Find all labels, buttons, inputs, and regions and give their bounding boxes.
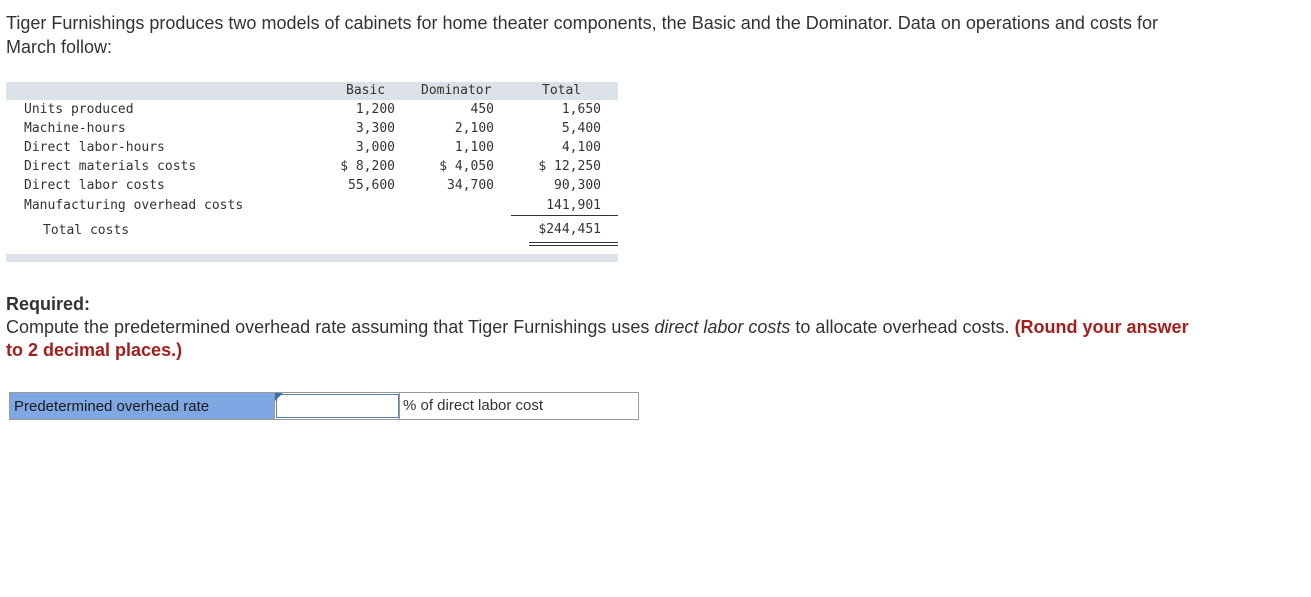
rounding-note: (Round your answer to 2 decimal places.): [6, 317, 1189, 360]
cell-dominator: 2,100: [454, 121, 494, 136]
row-label-direct-labor-hours: Direct labor-hours: [24, 140, 165, 155]
input-marker-icon: [275, 393, 283, 401]
cell-total: 141,901: [546, 198, 601, 213]
row-label-total-costs: Total costs: [43, 223, 130, 238]
instruction-emphasis: direct labor costs: [654, 317, 791, 337]
row-label-machine-hours: Machine-hours: [24, 121, 126, 136]
header-dominator: Dominator: [421, 83, 492, 98]
instruction-text-after: to allocate overhead costs.: [790, 317, 1015, 337]
header-basic: Basic: [346, 83, 386, 98]
table-footer-band: [6, 254, 618, 262]
problem-intro: Tiger Furnishings produces two models of cabinets for home theater components, the Basic and the Dominator. Data on operations and costs for March follow:: [6, 13, 1158, 57]
cell-basic: 3,300: [355, 121, 395, 136]
answer-row: [9, 392, 639, 420]
cell-basic: 1,200: [355, 102, 395, 117]
subtotal-rule: [511, 215, 618, 216]
header-total: Total: [542, 83, 582, 98]
cell-dominator: 34,700: [447, 178, 494, 193]
answer-input-wrapper: [275, 393, 400, 419]
cell-dominator: 1,100: [454, 140, 494, 155]
double-underline-bottom: [529, 245, 618, 246]
cell-dominator: 450: [470, 102, 494, 117]
answer-unit: % of direct labor cost: [403, 397, 544, 414]
row-label-manufacturing-overhead-costs: Manufacturing overhead costs: [24, 198, 244, 213]
cell-total: $ 12,250: [538, 159, 601, 174]
cell-total: 90,300: [554, 178, 601, 193]
answer-label: Predetermined overhead rate: [10, 393, 275, 419]
required-instructions: [6, 316, 1206, 362]
row-label-direct-materials-costs: Direct materials costs: [24, 159, 197, 174]
cell-basic: $ 8,200: [340, 159, 395, 174]
double-underline-top: [529, 242, 618, 243]
row-label-units-produced: Units produced: [24, 102, 134, 117]
required-section: [6, 293, 1206, 362]
table-header-band: [6, 82, 618, 100]
cell-basic: 3,000: [355, 140, 395, 155]
cell-total: $244,451: [538, 222, 601, 237]
cell-total: 5,400: [561, 121, 601, 136]
cell-total: 1,650: [561, 102, 601, 117]
overhead-rate-input[interactable]: [275, 393, 400, 419]
required-title: Required:: [6, 294, 91, 314]
cell-basic: 55,600: [348, 178, 395, 193]
cell-dominator: $ 4,050: [439, 159, 494, 174]
instruction-text: Compute the predetermined overhead rate assuming that Tiger Furnishings uses: [6, 317, 655, 337]
row-label-direct-labor-costs: Direct labor costs: [24, 178, 165, 193]
cell-total: 4,100: [561, 140, 601, 155]
